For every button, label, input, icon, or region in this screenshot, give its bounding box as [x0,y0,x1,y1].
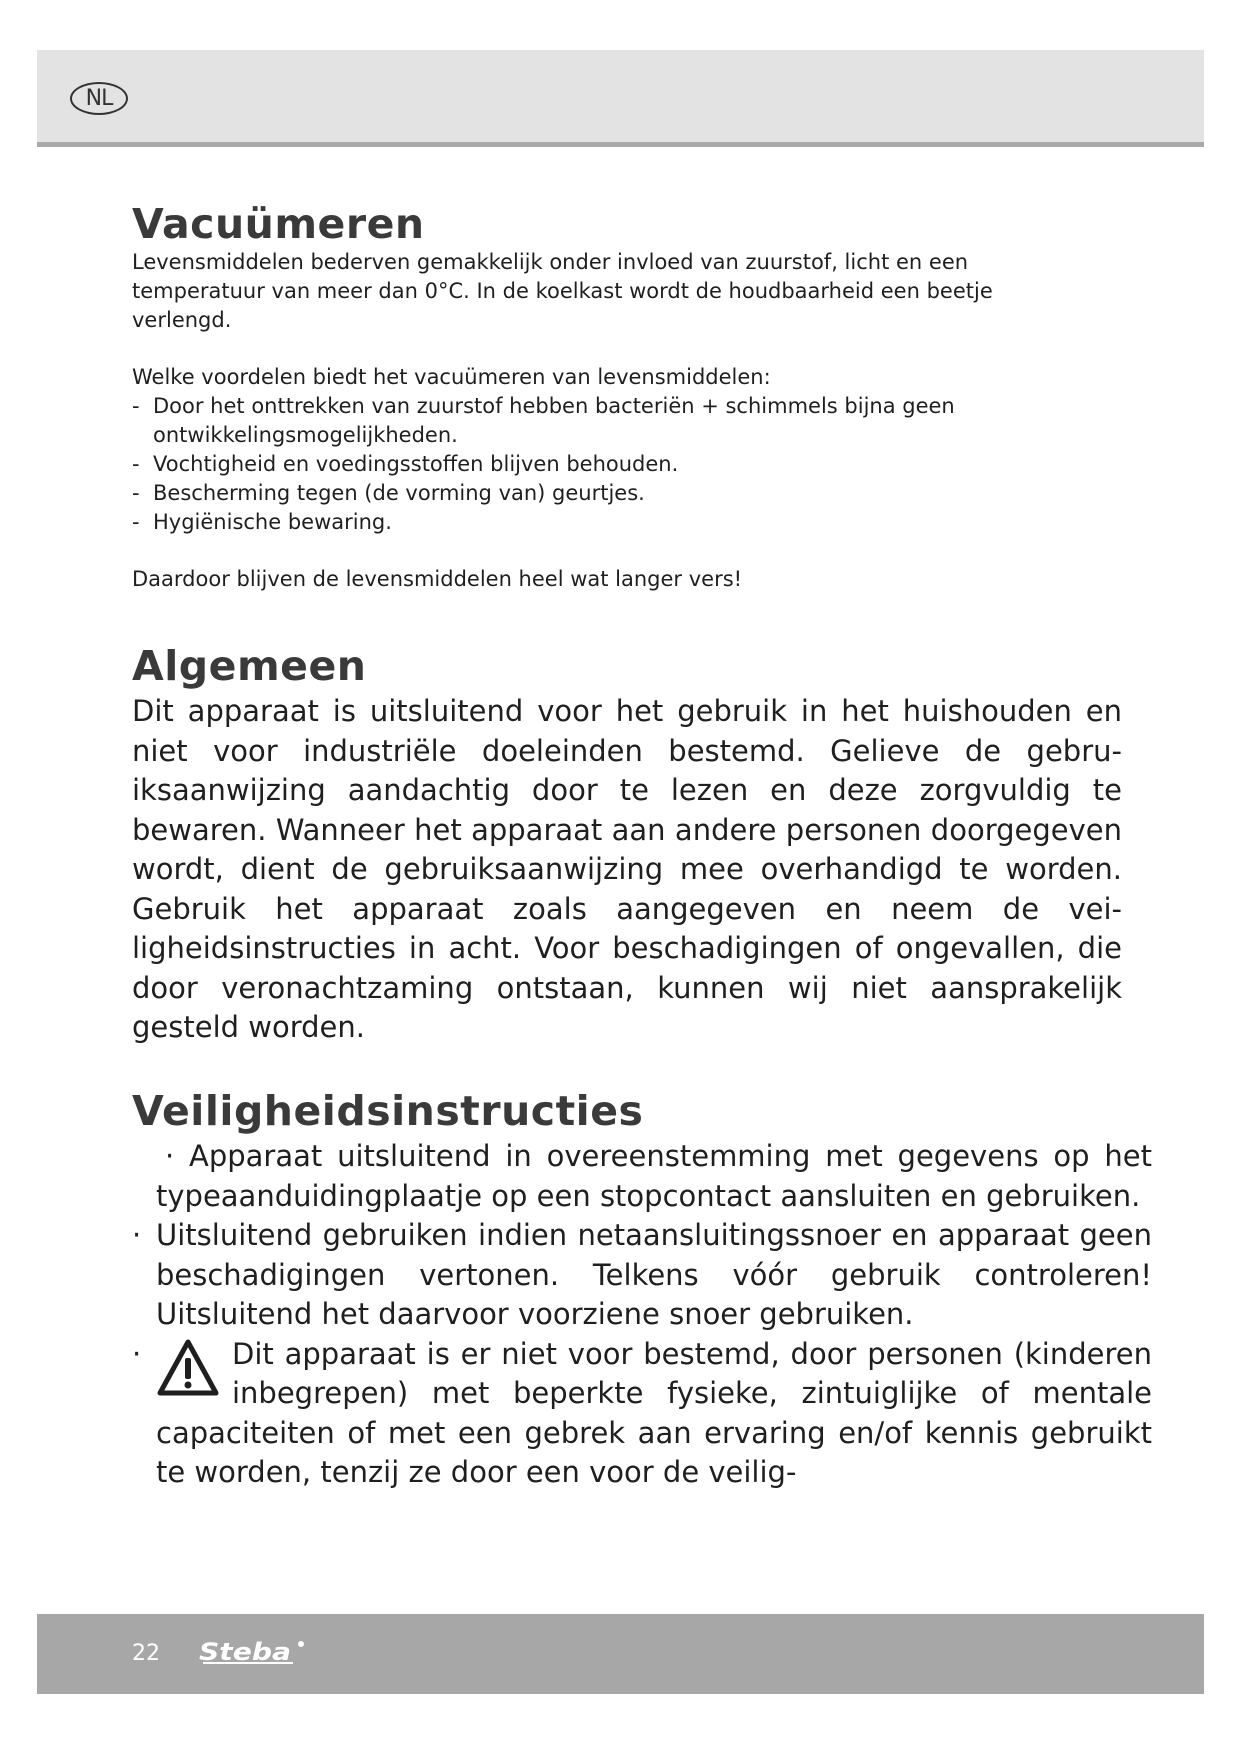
safety-title: Veiligheidsinstructies [132,1087,644,1135]
benefits-heading: Welke voordelen biedt het vacuümeren van levensmiddelen: [132,365,771,389]
benefits-list [132,392,1092,537]
general-section [132,640,1122,1048]
intro-line: Levensmiddelen bederven gemakkelijk onder invloed van zuurstof, licht en een [132,250,969,274]
page-footer [37,1614,1204,1694]
language-badge: NL [70,82,128,115]
warning-icon [156,1337,220,1399]
list-item [132,1335,1152,1493]
vacuum-conclusion: Daardoor blijven de levensmiddelen heel wat langer vers! [132,567,743,591]
intro-line: temperatuur van meer dan 0°C. In de koelkast wordt de houdbaarheid een beetje [132,279,993,303]
safety-list [132,1137,1152,1493]
general-body: Dit apparaat is uitsluitend voor het gebruik in het huishouden en niet voor industriële doeleinden bestemd. Gelieve de gebruiksaanwijzing aandachtig door te lezen en deze zorgvuldig te bewaren. Wanneer het apparaat aan andere personen doorgegeven wordt, dient de gebruiksaanwijzing mee overhandigd te worden. Gebruik het apparaat zoals aangegeven en neem de veiligheidsinstructies in acht. Voor beschadigingen of ongevallen, die door veronachtzaming ontstaan, kunnen wij niet aansprakelijk gesteld worden. [132,694,1122,1044]
vacuum-title: Vacuümeren [132,200,425,248]
general-title: Algemeen [132,642,367,690]
svg-text:Steba: Steba [199,1638,291,1666]
list-item: · Apparaat uitsluitend in overeenstemming met gegevens op het typeaanduidingplaatje op een stopcontact aansluiten en gebruiken. [132,1137,1152,1216]
vacuum-intro [132,248,1092,335]
page-number: 22 [132,1641,160,1666]
vacuum-section [132,200,1092,594]
intro-line: verlengd. [132,308,232,332]
list-item: - Hygiënische bewaring. [132,508,1092,537]
list-item: - Vochtigheid en voedingsstoffen blijven behouden. [132,450,1092,479]
list-item: - Door het onttrekken van zuurstof hebben bacteriën + schimmels bijna geen ontwikkelingsmogelijkheden. [132,392,1092,450]
page-header [37,50,1204,147]
list-item: · Uitsluitend gebruiken indien netaansluitingssnoer en apparaat geen beschadigingen vertonen. Telkens vóór gebruik controleren! Uitsluitend het daarvoor voorziene snoer gebruiken. [132,1216,1152,1335]
list-item: - Bescherming tegen (de vorming van) geurtjes. [132,479,1092,508]
list-item-text: Dit apparaat is er niet voor bestemd, door personen (kinderen inbegrepen) met beperkte fysieke, zintuiglijke of mentale capaciteiten of met een gebrek aan ervaring en/of kennis gebruikt te worden, tenzij ze door een voor de veilig- [156,1336,1152,1489]
steba-logo [197,1636,309,1668]
safety-section [132,1085,1152,1493]
